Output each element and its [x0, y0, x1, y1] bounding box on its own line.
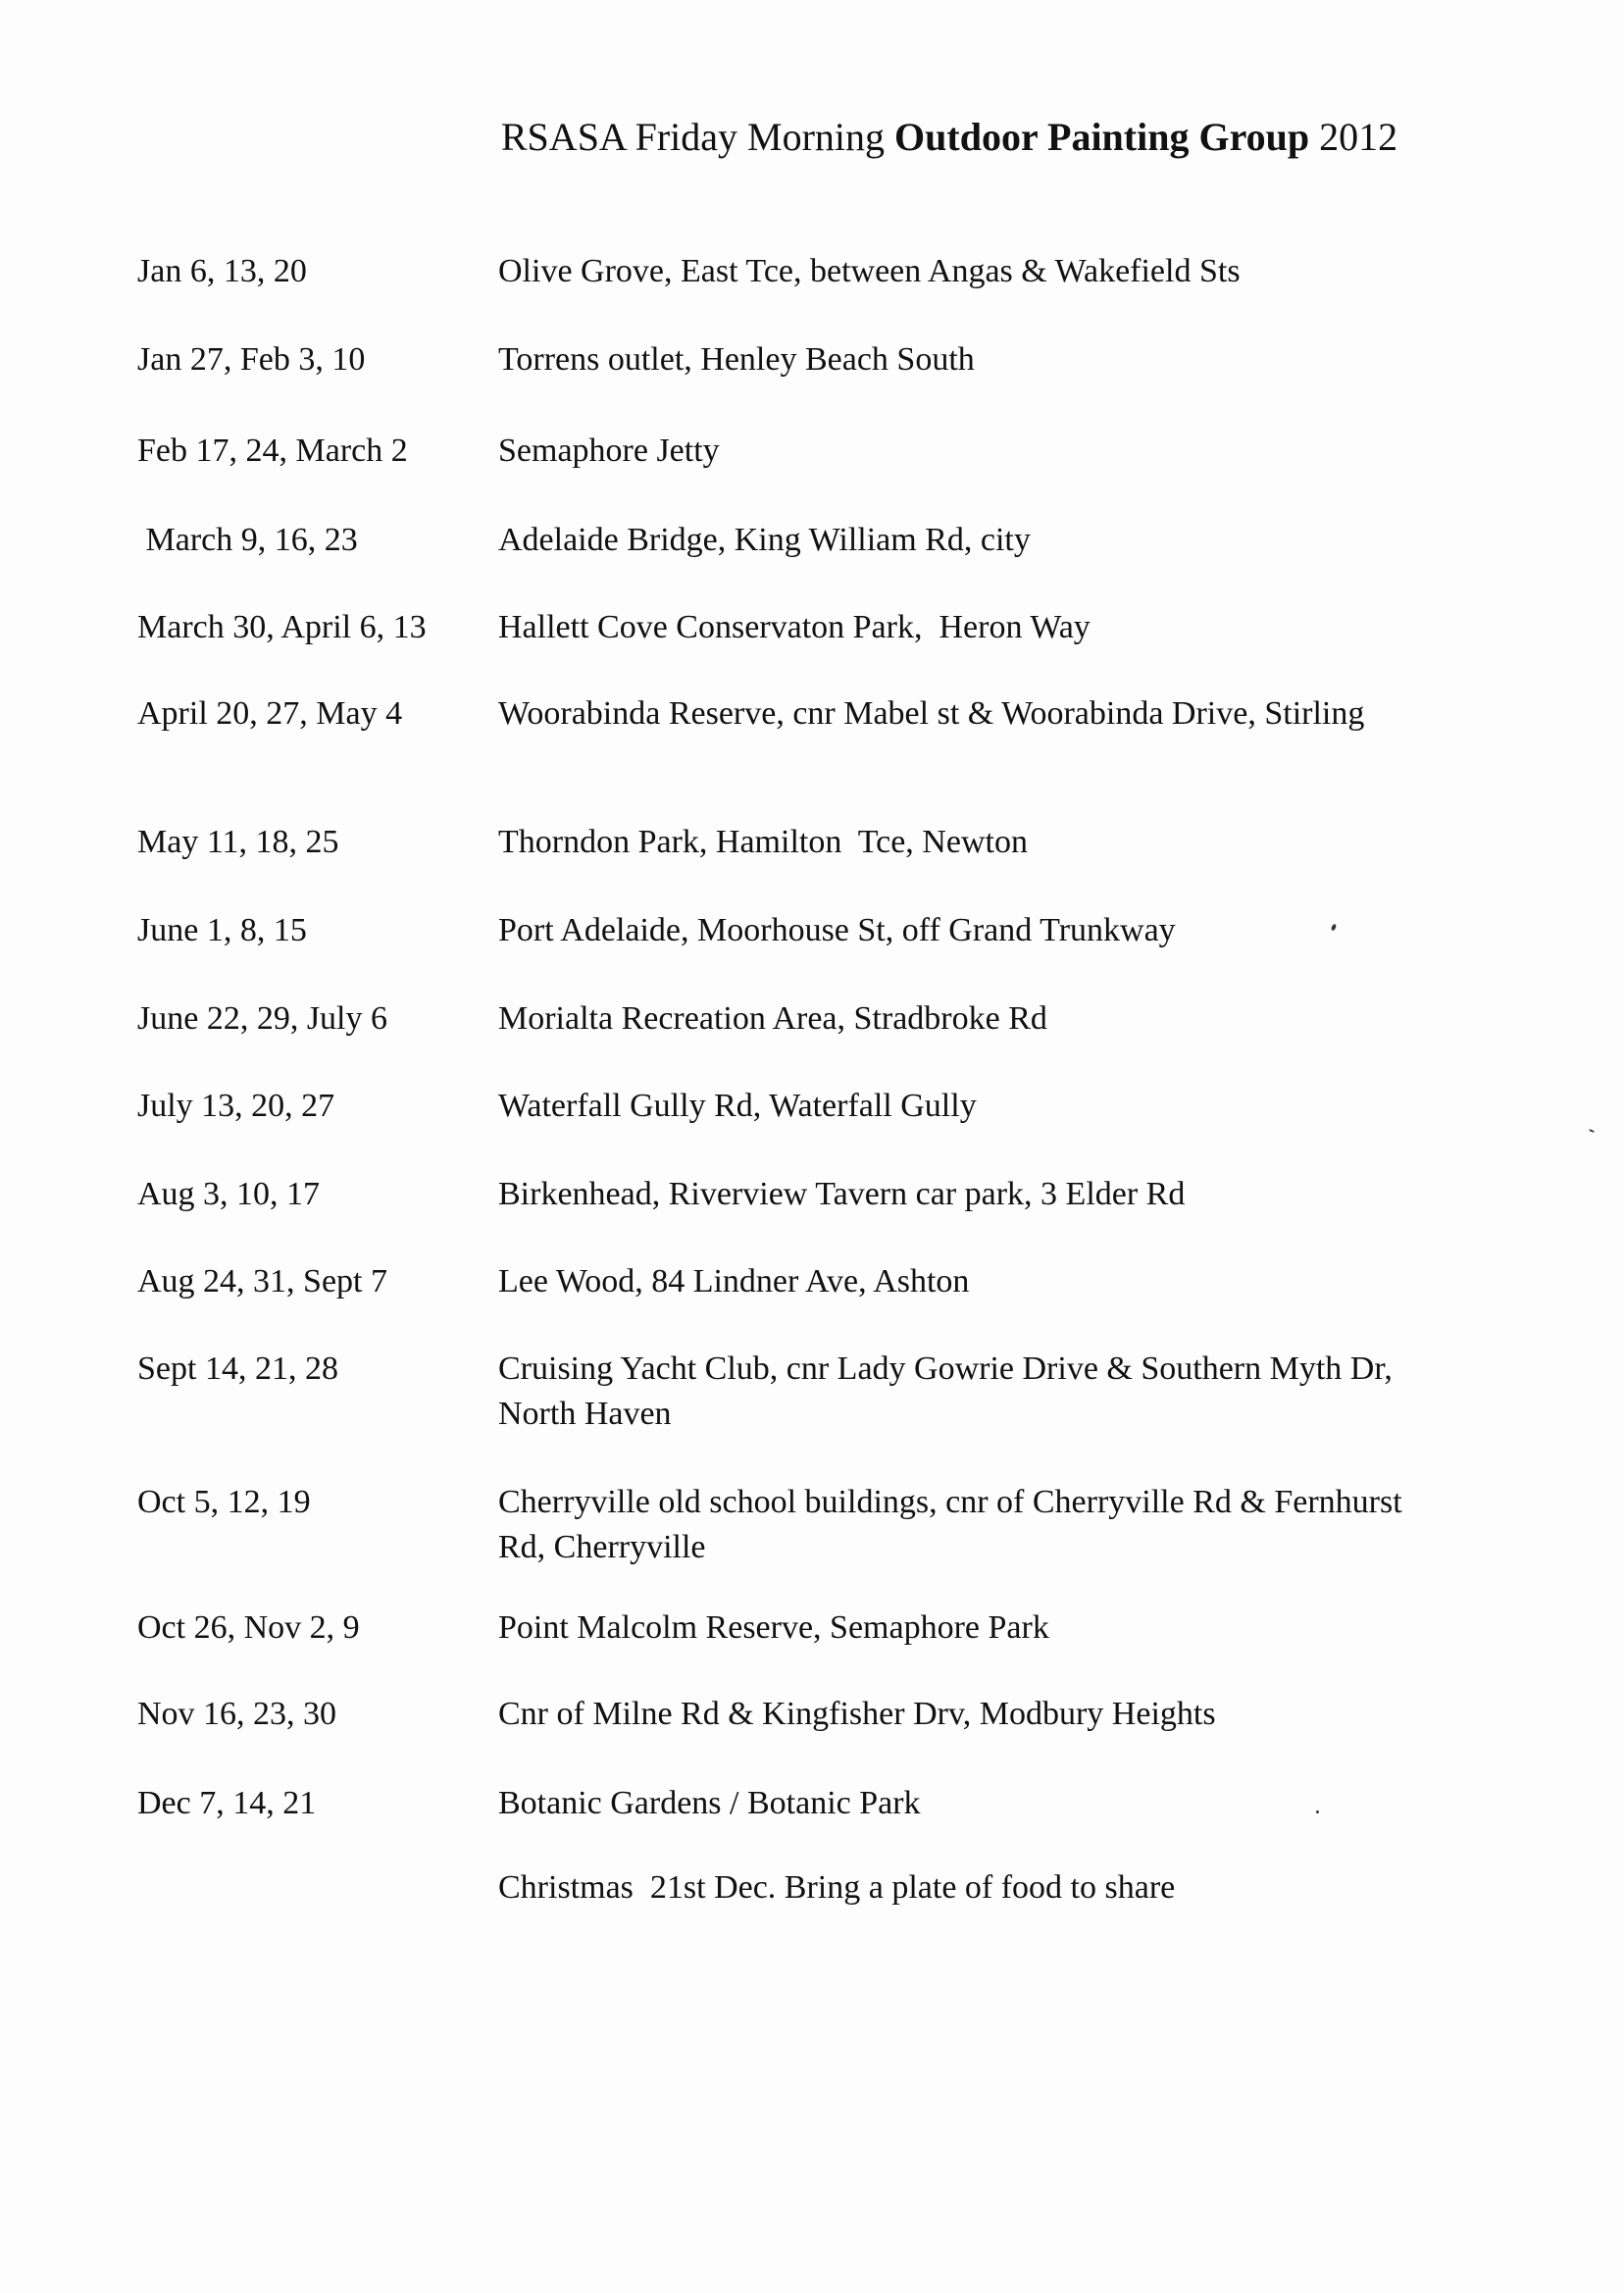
schedule-location: Hallett Cove Conservaton Park, Heron Way: [498, 609, 1091, 645]
title-suffix: 2012: [1309, 115, 1398, 159]
schedule-dates: Jan 27, Feb 3, 10: [137, 341, 366, 378]
schedule-dates: June 1, 8, 15: [137, 912, 307, 948]
schedule-dates: March 9, 16, 23: [137, 522, 358, 558]
schedule-location: Woorabinda Reserve, cnr Mabel st & Woorabinda Drive, Stirling: [498, 695, 1365, 732]
schedule-dates: April 20, 27, May 4: [137, 695, 403, 732]
schedule-dates: Nov 16, 23, 30: [137, 1696, 337, 1732]
schedule-location: Christmas 21st Dec. Bring a plate of food to share: [498, 1869, 1176, 1906]
schedule-dates: Oct 5, 12, 19: [137, 1484, 311, 1520]
schedule-location: Port Adelaide, Moorhouse St, off Grand Trunkway: [498, 912, 1176, 948]
schedule-location: Waterfall Gully Rd, Waterfall Gully: [498, 1088, 977, 1124]
schedule-location: Adelaide Bridge, King William Rd, city: [498, 522, 1031, 558]
schedule-dates: Sept 14, 21, 28: [137, 1350, 338, 1387]
schedule-location: Point Malcolm Reserve, Semaphore Park: [498, 1609, 1049, 1646]
schedule-location: Botanic Gardens / Botanic Park: [498, 1785, 921, 1821]
schedule-dates: Feb 17, 24, March 2: [137, 433, 408, 469]
schedule-dates: July 13, 20, 27: [137, 1088, 335, 1124]
schedule-dates: Jan 6, 13, 20: [137, 253, 307, 289]
schedule-dates: Aug 3, 10, 17: [137, 1176, 321, 1212]
schedule-location: Cherryville old school buildings, cnr of Cherryville Rd & Fernhurst Rd, Cherryville: [498, 1484, 1402, 1565]
schedule-location: Birkenhead, Riverview Tavern car park, 3 Elder Rd: [498, 1176, 1186, 1212]
schedule-dates: May 11, 18, 25: [137, 824, 339, 860]
schedule-dates: Oct 26, Nov 2, 9: [137, 1609, 360, 1646]
schedule-dates: June 22, 29, July 6: [137, 1000, 387, 1037]
schedule-location: Lee Wood, 84 Lindner Ave, Ashton: [498, 1263, 970, 1299]
schedule-location: Torrens outlet, Henley Beach South: [498, 341, 975, 378]
schedule-location: Thorndon Park, Hamilton Tce, Newton: [498, 824, 1028, 860]
schedule-location: Cnr of Milne Rd & Kingfisher Drv, Modbury Heights: [498, 1696, 1216, 1732]
schedule-dates: Aug 24, 31, Sept 7: [137, 1263, 387, 1299]
schedule-location: Olive Grove, East Tce, between Angas & Wakefield Sts: [498, 253, 1241, 289]
title-prefix: RSASA Friday Morning: [500, 115, 895, 159]
schedule-dates: Dec 7, 14, 21: [137, 1785, 317, 1821]
schedule-location: Cruising Yacht Club, cnr Lady Gowrie Drive & Southern Myth Dr, North Haven: [498, 1350, 1393, 1432]
schedule-location: Semaphore Jetty: [498, 433, 720, 469]
schedule-dates: March 30, April 6, 13: [137, 609, 427, 645]
schedule-location: Morialta Recreation Area, Stradbroke Rd: [498, 1000, 1047, 1037]
title-bold: Outdoor Painting Group: [894, 115, 1310, 159]
